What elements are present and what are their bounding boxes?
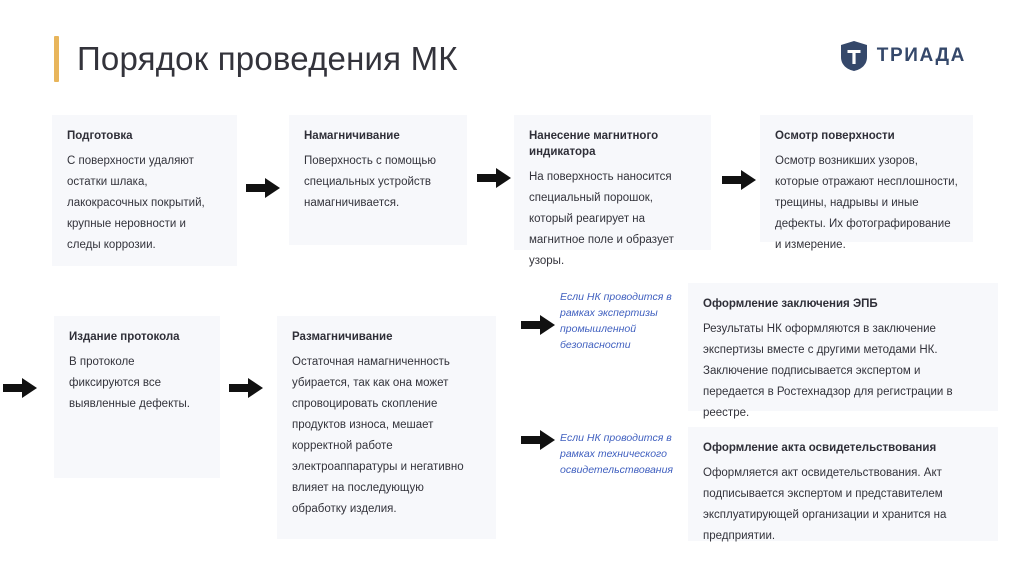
branch-card-epb-conclusion[interactable]	[688, 283, 998, 419]
step-body: Поверхность с помощью специальных устройств намагничивается.	[304, 155, 436, 209]
step-title: Размагничивание	[292, 331, 393, 343]
logo-text: ТРИАДА	[876, 45, 966, 66]
branch-condition-epb: Если НК проводится в рамках экспертизы промышленной безопасности	[560, 291, 672, 351]
step-card-surface-inspection[interactable]	[760, 115, 973, 251]
branch-title: Оформление акта освидетельствования	[703, 442, 937, 454]
arrow-right-icon	[521, 315, 555, 335]
step-body: На поверхность наносится специальный порошок, который реагирует на магнитное поле и образует узоры.	[529, 171, 674, 267]
step-card-demagnetization[interactable]	[277, 316, 496, 539]
arrow-right-icon	[246, 178, 280, 198]
title-accent-bar	[54, 36, 59, 82]
step-title: Нанесение магнитного индикатора	[529, 130, 659, 158]
step-title: Осмотр поверхности	[775, 130, 895, 142]
step-title: Подготовка	[67, 130, 133, 142]
step-card-indicator-application[interactable]	[514, 115, 711, 267]
step-body: Остаточная намагниченность убирается, так как она может спровоцировать скопление продуктов износа, мешает корректной работе электроаппаратуры и негативно влияет на последующую обработку изделия.	[292, 356, 464, 515]
branch-body: Оформляется акт освидетельствования. Акт подписывается экспертом и представителем эксплуатирующей организации и хранится на предприятии.	[703, 467, 947, 542]
step-title: Намагничивание	[304, 130, 400, 142]
step-body: Осмотр возникших узоров, которые отражают несплошности, трещины, надрывы и иные дефекты. Их фотографирование и измерение.	[775, 155, 958, 251]
branch-card-survey-act[interactable]	[688, 427, 998, 541]
branch-title: Оформление заключения ЭПБ	[703, 298, 878, 310]
arrow-right-icon	[229, 378, 263, 398]
page-title	[54, 36, 458, 82]
arrow-right-icon	[477, 168, 511, 188]
shield-icon	[839, 40, 869, 72]
branch-body: Результаты НК оформляются в заключение экспертизы вместе с другими методами НК. Заключение подписывается экспертом и передается в Ростехнадзор для регистрации в реестре.	[703, 323, 953, 419]
branch-condition-survey: Если НК проводится в рамках технического освидетельствования	[560, 432, 674, 476]
step-card-protocol-issue[interactable]	[54, 316, 220, 478]
step-body: В протоколе фиксируются все выявленные дефекты.	[69, 356, 190, 410]
step-body: С поверхности удаляют остатки шлака, лакокрасочных покрытий, крупные неровности и следы коррозии.	[67, 155, 205, 251]
arrow-right-icon	[521, 430, 555, 450]
triada-logo	[839, 40, 966, 72]
step-card-preparation[interactable]	[52, 115, 237, 266]
step-title: Издание протокола	[69, 331, 180, 343]
arrow-right-icon	[3, 378, 37, 398]
arrow-right-icon	[722, 170, 756, 190]
step-card-magnetization[interactable]	[289, 115, 467, 245]
title-text: Порядок проведения МК	[77, 40, 458, 77]
